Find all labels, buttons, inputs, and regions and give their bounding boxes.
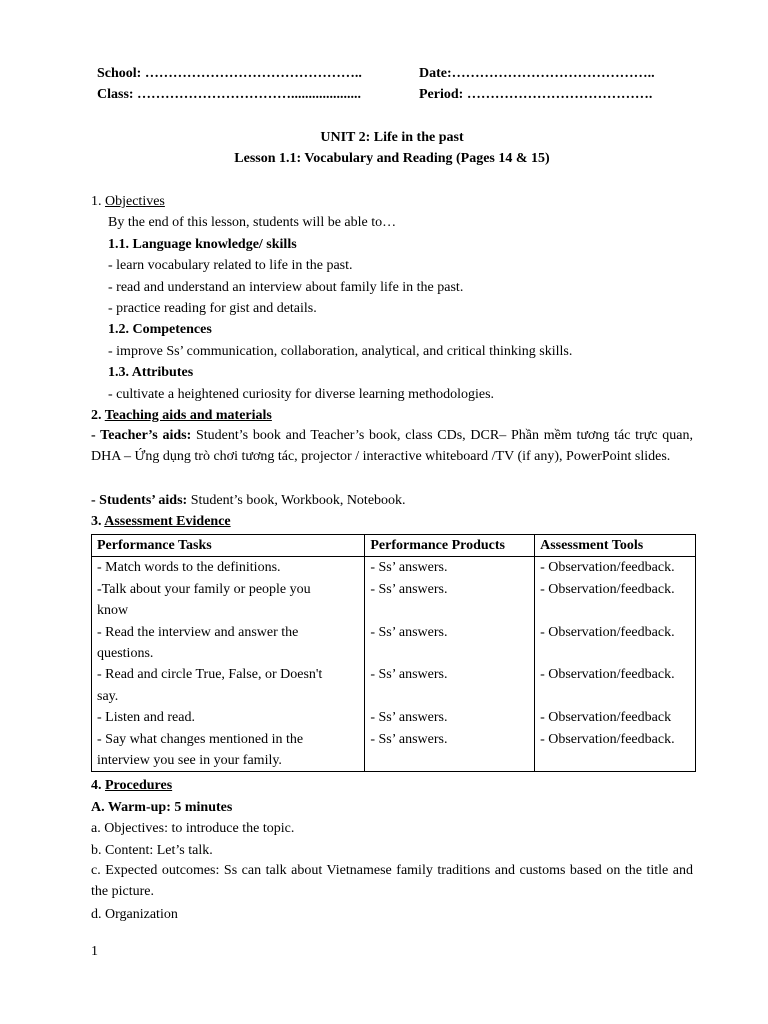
product-text: - Ss’ answers. (370, 624, 448, 640)
table-body-row (92, 557, 696, 772)
task-text: questions. (97, 646, 154, 662)
students-aids-label: - Students’ aids: (91, 493, 188, 508)
objective-item: - learn vocabulary related to life in the past. (108, 258, 353, 273)
assessment-number: 3. (91, 514, 105, 529)
task-text: -Talk about your family or people you (97, 581, 311, 597)
task-text: know (97, 603, 129, 619)
unit-title: UNIT 2: Life in the past (320, 130, 464, 145)
objectives-number: 1. (91, 194, 105, 209)
objectives-heading-text: Objectives (105, 194, 165, 209)
assessment-heading-text: Assessment Evidence (104, 514, 231, 529)
task-text: - Read the interview and answer the (97, 624, 299, 640)
tool-text: - Observation/feedback. (540, 581, 675, 597)
aids-heading-text: Teaching aids and materials (104, 408, 272, 423)
tool-text: - Observation/feedback. (540, 624, 675, 640)
product-text: - Ss’ answers. (370, 667, 448, 683)
students-aids-paragraph (91, 492, 406, 510)
product-text: - Ss’ answers. (370, 581, 448, 597)
teacher-aids-paragraph (91, 425, 693, 468)
column-header: Assessment Tools (535, 535, 696, 557)
period-field: Period: …………………………………. (419, 87, 653, 102)
students-aids-text: Student’s book, Workbook, Notebook. (187, 493, 406, 508)
competences-title: 1.2. Competences (108, 322, 212, 337)
task-text: interview you see in your family. (97, 753, 282, 769)
competences-item: - improve Ss’ communication, collaboration, analytical, and critical thinking skills. (108, 344, 573, 359)
objective-item: - practice reading for gist and details. (108, 301, 317, 316)
task-text: say. (97, 688, 119, 704)
language-knowledge-title: 1.1. Language knowledge/ skills (108, 237, 297, 252)
procedures-heading (91, 777, 172, 795)
aids-heading (91, 407, 272, 425)
school-field: School: ……………………………………….. (97, 66, 362, 81)
column-header: Performance Products (365, 535, 535, 557)
product-text: - Ss’ answers. (370, 710, 448, 726)
assessment-table (91, 534, 696, 772)
task-text: - Match words to the definitions. (97, 560, 281, 576)
products-cell (365, 557, 535, 772)
task-text: - Say what changes mentioned in the (97, 731, 304, 747)
aids-number: 2. (91, 408, 105, 423)
procedures-heading-text: Procedures (105, 778, 173, 793)
warmup-title: A. Warm-up: 5 minutes (91, 800, 233, 815)
assessment-heading (91, 513, 231, 531)
product-text: - Ss’ answers. (370, 560, 448, 576)
teacher-aids-text: Student’s book and Teacher’s book, class CDs, DCR– Phần mềm tương tác trực quan, DHA – Ứng dụng trò chơi tương tác, projector / interactive whiteboard /TV (if any), PowerPoint slides. (91, 428, 694, 465)
warmup-content: b. Content: Let’s talk. (91, 843, 213, 858)
tool-text: - Observation/feedback. (540, 731, 675, 747)
objectives-intro: By the end of this lesson, students will be able to… (108, 215, 397, 230)
column-header: Performance Tasks (92, 535, 365, 557)
attributes-item: - cultivate a heightened curiosity for diverse learning methodologies. (108, 387, 495, 402)
tasks-cell (92, 557, 365, 772)
product-text: - Ss’ answers. (370, 731, 448, 747)
lesson-title: Lesson 1.1: Vocabulary and Reading (Pages 14 & 15) (234, 151, 550, 166)
page-number: 1 (91, 944, 98, 959)
task-text: - Read and circle True, False, or Doesn't (97, 667, 323, 683)
task-text: - Listen and read. (97, 710, 195, 726)
tools-cell (535, 557, 696, 772)
date-field: Date:…………………………………….. (419, 66, 655, 81)
warmup-objectives: a. Objectives: to introduce the topic. (91, 821, 295, 836)
class-field: Class: …………………………….................... (97, 87, 362, 102)
procedures-number: 4. (91, 778, 105, 793)
tool-text: - Observation/feedback (540, 710, 672, 726)
tool-text: - Observation/feedback. (540, 560, 675, 576)
attributes-title: 1.3. Attributes (108, 365, 194, 380)
objectives-heading (91, 193, 165, 211)
teacher-aids-label: - Teacher’s aids: (91, 428, 192, 443)
table-header-row (92, 535, 696, 557)
warmup-organization: d. Organization (91, 907, 178, 922)
objective-item: - read and understand an interview about family life in the past. (108, 280, 464, 295)
tool-text: - Observation/feedback. (540, 667, 675, 683)
warmup-outcomes: c. Expected outcomes: Ss can talk about Vietnamese family traditions and customs based on the title and the picture. (91, 863, 693, 900)
